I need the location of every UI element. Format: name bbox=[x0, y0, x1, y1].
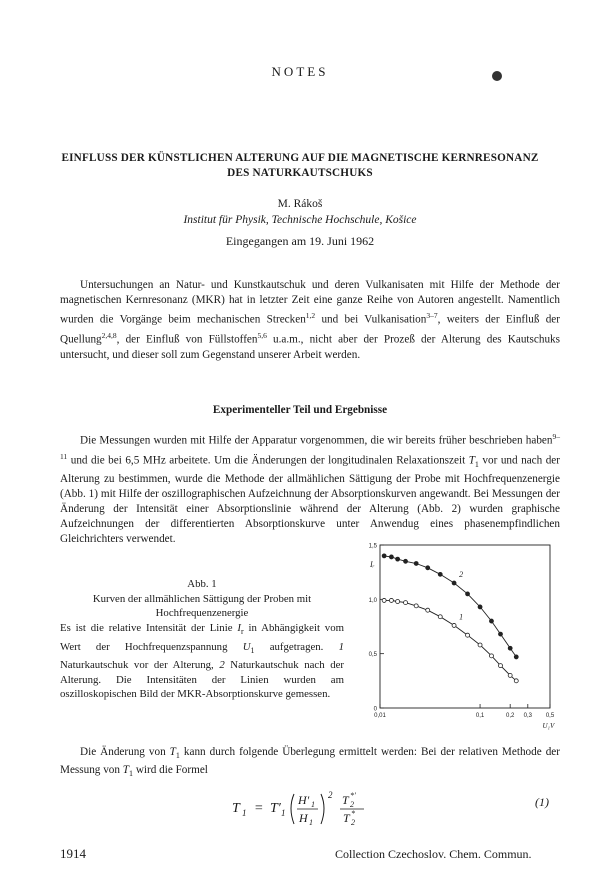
data-point-2 bbox=[466, 592, 470, 596]
data-point-1 bbox=[396, 600, 400, 604]
data-point-2 bbox=[404, 559, 408, 563]
running-header: NOTES bbox=[271, 64, 329, 79]
series-label-2: 2 bbox=[459, 570, 464, 580]
data-point-2 bbox=[478, 605, 482, 609]
eq-exponent: 2 bbox=[328, 790, 333, 800]
received-date: Eingegangen am 19. Juni 1962 bbox=[225, 234, 375, 248]
data-point-2 bbox=[489, 619, 493, 623]
page-number: 1914 bbox=[60, 846, 86, 861]
eq-fnum-sup: *′ bbox=[350, 791, 356, 800]
data-point-1 bbox=[426, 608, 430, 612]
data-point-1 bbox=[389, 598, 393, 602]
x-axis-label: U₁V bbox=[542, 722, 555, 730]
data-point-1 bbox=[478, 643, 482, 647]
series-label-1: 1 bbox=[459, 612, 464, 622]
data-point-2 bbox=[514, 655, 518, 659]
plot-frame bbox=[380, 545, 550, 708]
eq-den-sub: 1 bbox=[309, 818, 313, 827]
eq-fden-sub: 2 bbox=[351, 818, 355, 827]
figure-caption-subtitle: Hochfrequenzenergie bbox=[155, 607, 249, 620]
saturation-curve-chart bbox=[360, 533, 580, 768]
data-point-2 bbox=[438, 572, 442, 576]
eq-term-sub: 1 bbox=[281, 808, 286, 818]
series-line-1 bbox=[384, 600, 516, 680]
series-line-2 bbox=[384, 556, 516, 657]
y-tick-label: 1,5 bbox=[368, 543, 377, 550]
data-point-1 bbox=[414, 604, 418, 608]
citation-ref: 1,2 bbox=[305, 311, 316, 321]
journal-name: Collection Czechoslov. Chem. Commun. bbox=[335, 847, 532, 861]
y-axis-label: Iᵣ bbox=[370, 560, 375, 569]
equation-1 bbox=[230, 786, 460, 830]
data-point-2 bbox=[498, 632, 502, 636]
ink-dot-mark bbox=[492, 71, 502, 81]
data-point-2 bbox=[426, 566, 430, 570]
article-title: EINFLUSS DER KÜNSTLICHEN ALTERUNG AUF DIE MAGNETISCHE KERNRESONANZ DES NATURKAUTSCHUKS bbox=[61, 152, 539, 179]
eq-lhs-sub: 1 bbox=[242, 808, 247, 818]
data-point-1 bbox=[466, 633, 470, 637]
eq-paren-right bbox=[321, 794, 324, 824]
eq-term: T′ bbox=[270, 801, 281, 816]
eq-fnum-sub: 2 bbox=[350, 800, 354, 809]
eq-paren-left bbox=[291, 794, 294, 824]
eq-fden-sup: * bbox=[351, 809, 355, 818]
figure-caption-body: Es ist die relative Intensität der Linie $I_r$ in Abhängigkeit vom Wert der Hochfrequenzspannung $U_1$ aufgetragen. 1 Naturkautschuk vor der Alterung, 2 Naturkautschuk nach der Alterung. Die Intensitäten der Linien wurden am oszilloskopischen Bild der MKR-Absorptionskurve gemessen. bbox=[60, 621, 344, 701]
eq-num: H′ bbox=[298, 793, 310, 807]
y-tick-label: 1,0 bbox=[368, 597, 377, 604]
figure-label: Abb. 1 bbox=[187, 578, 217, 590]
data-point-2 bbox=[396, 557, 400, 561]
eq-equals: = bbox=[254, 801, 264, 816]
citation-ref: 2,4,8 bbox=[101, 331, 117, 341]
data-point-2 bbox=[389, 555, 393, 559]
data-point-1 bbox=[438, 615, 442, 619]
article-author: M. Rákoš bbox=[277, 198, 323, 210]
closing-paragraph: Die Änderung von $T_1$ kann durch folgende Überlegung ermittelt werden: Bei der relativen Methode der Messung von $T_1$ wird die Formel bbox=[60, 746, 560, 779]
data-point-2 bbox=[382, 554, 386, 558]
citation-ref: 3–7 bbox=[426, 311, 438, 321]
data-point-1 bbox=[514, 679, 518, 683]
eq-num-sub: 1 bbox=[311, 800, 315, 809]
citation-ref: 5,6 bbox=[257, 331, 267, 341]
data-point-2 bbox=[452, 581, 456, 585]
x-tick-label: 0,5 bbox=[545, 713, 555, 719]
y-tick-label: 0 bbox=[373, 706, 377, 713]
equation-number: (1) bbox=[535, 795, 549, 809]
data-point-1 bbox=[452, 623, 456, 627]
eq-den: H bbox=[299, 811, 308, 825]
methods-paragraph: Die Messungen wurden mit Hilfe der Apparatur vorgenommen, die wir bereits früher beschrieben haben$^{9-11}$ und die bei 6,5 MHz arbeitete. Um die Änderungen der longitudinalen Relaxationszeit $T_1$ vor und nach der Alterung zu bestimmen, wurde die Methode der allmählichen Sättigung der Probe mit Hochfrequenzenergie (Abb. 1) mit Hilfe der oszillographischen Aufzeichnung der Absorptionskurven angewandt. Bei Messungen der Änderung der Intensität einer Absorptionslinie während der Alterung (Abb. 2) wurden graphische Aufzeichnungen der differentierten Absorptionskurve unter Anwendug eines phasenempfindlichen Gleichrichters verwendet. bbox=[60, 432, 560, 546]
eq-fnum: T bbox=[342, 793, 349, 807]
data-point-2 bbox=[414, 561, 418, 565]
eq-fden: T bbox=[343, 811, 350, 825]
article-institution: Institut für Physik, Technische Hochschule, Košice bbox=[183, 214, 417, 226]
data-point-2 bbox=[508, 646, 512, 650]
citation-ref: 9–11 bbox=[60, 432, 560, 461]
x-tick-label: 0,01 bbox=[374, 713, 386, 719]
data-point-1 bbox=[508, 673, 512, 677]
data-point-1 bbox=[404, 601, 408, 605]
data-point-1 bbox=[489, 654, 493, 658]
x-tick-label: 0,3 bbox=[523, 713, 532, 719]
x-tick-label: 0,1 bbox=[475, 713, 485, 719]
x-tick-label: 0,2 bbox=[506, 713, 515, 719]
figure-caption bbox=[60, 577, 344, 702]
data-point-1 bbox=[498, 664, 502, 668]
intro-paragraph: Untersuchungen an Natur- und Kunstkautschuk und deren Vulkanisaten mit Hilfe der Methode der magnetischen Kernresonanz (MKR) hat in letzter Zeit eine ganze Reihe von Autoren angestellt. Namentlich wurden die Vorgänge beim mechanischen Strecken$^{1,2}$ und bei Vulkanisation$^{3-7}$, weiters der Einfluß der Quellung$^{2,4,8}$, der Einfluß von Füllstoffen$^{5,6}$ u.a.m., nicht aber der Prozeß der Alterung des Kautschuks untersucht, und dieser soll zum Gegenstand unserer Arbeit werden. bbox=[60, 279, 561, 361]
figure-caption-title: Kurven der allmählichen Sättigung der Proben mit bbox=[92, 592, 312, 605]
section-heading: Experimenteller Teil und Ergebnisse bbox=[212, 404, 388, 416]
y-tick-label: 0,5 bbox=[368, 652, 377, 659]
data-point-1 bbox=[382, 598, 386, 602]
eq-lhs: T bbox=[232, 801, 240, 816]
